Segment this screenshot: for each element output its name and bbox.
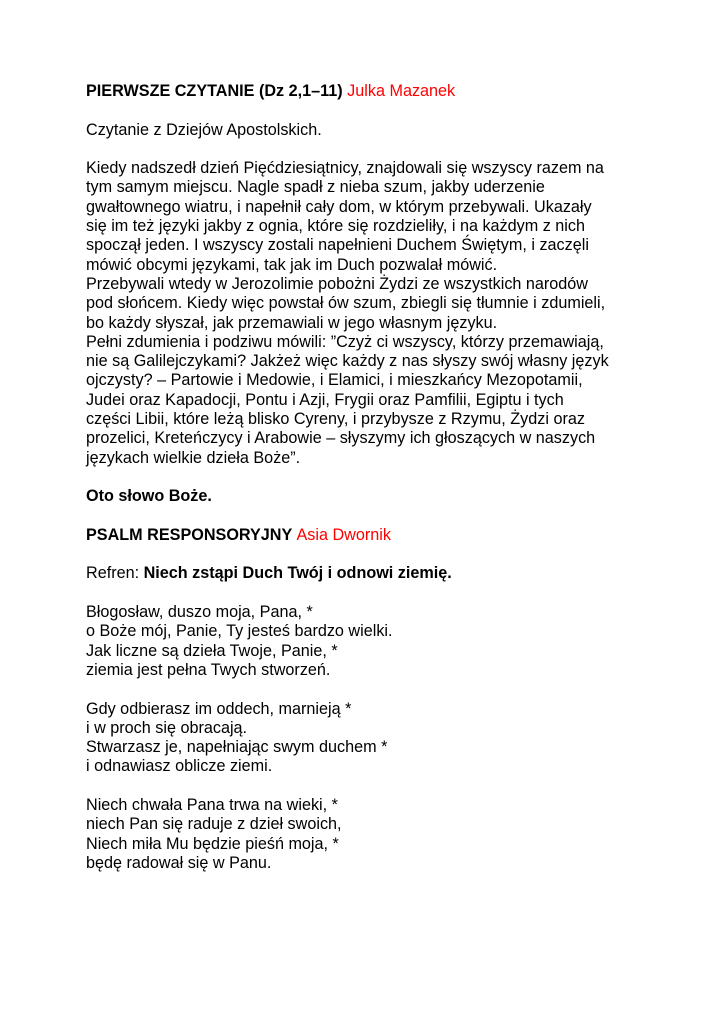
psalm-verse: ziemia jest pełna Twych stworzeń.	[86, 660, 331, 679]
psalm-heading-line	[86, 526, 686, 545]
psalm-verse: o Boże mój, Panie, Ty jesteś bardzo wielki.	[86, 622, 393, 641]
reading-body	[86, 159, 686, 468]
psalm-verse: i w proch się obracają.	[86, 718, 248, 737]
reading-body-line: Judei oraz Kapadocji, Pontu i Azji, Frygii oraz Pamfilii, Egiptu i tych	[86, 390, 564, 409]
reading-body-line: tym samym miejscu. Nagle spadł z nieba szum, jakby uderzenie	[86, 178, 545, 197]
refrain-line	[86, 564, 686, 583]
psalm-stanza	[86, 796, 686, 873]
reading-body-line: gwałtownego wiatru, i napełnił cały dom, w którym przebywali. Ukazały	[86, 197, 592, 216]
reading-closing: Oto słowo Boże.	[86, 487, 212, 506]
reading-body-line: Pełni zdumienia i podziwu mówili: ”Czyż ci wszyscy, którzy przemawiają,	[86, 332, 604, 351]
psalm-verse: Niech chwała Pana trwa na wieki, *	[86, 795, 338, 814]
psalm-verse: Jak liczne są dzieła Twoje, Panie, *	[86, 641, 338, 660]
reading-body-line: się im też języki jakby z ognia, które się rozdzieliły, i na każdym z nich	[86, 217, 585, 236]
reading-reader-name: Julka Mazanek	[347, 82, 456, 100]
reading-body-line: nie są Galilejczykami? Jakżeż więc każdy z nas słyszy swój własny język	[86, 352, 609, 371]
reading-heading: PIERWSZE CZYTANIE (Dz 2,1–11)	[86, 82, 343, 100]
psalm-verse: Stwarzasz je, napełniając swym duchem *	[86, 738, 388, 757]
document-page	[86, 82, 686, 873]
psalm-verse: Błogosław, duszo moja, Pana, *	[86, 603, 313, 622]
spacer	[86, 507, 686, 526]
psalm-verse: niech Pan się raduje z dzieł swoich,	[86, 815, 342, 834]
refrain-label: Refren:	[86, 564, 140, 583]
reading-intro: Czytanie z Dziejów Apostolskich.	[86, 120, 322, 139]
reading-heading-line	[86, 82, 686, 101]
psalm-stanza	[86, 700, 686, 777]
psalm-verse: Niech miła Mu będzie pieśń moja, *	[86, 834, 339, 853]
reading-body-line: prozelici, Kreteńczycy i Arabowie – słyszymy ich głoszących w naszych	[86, 429, 596, 448]
reading-body-line: Przebywali wtedy w Jerozolimie pobożni Żydzi ze wszystkich narodów	[86, 274, 589, 293]
spacer	[86, 468, 686, 487]
spacer	[86, 101, 686, 120]
psalm-stanza	[86, 603, 686, 680]
spacer	[86, 777, 686, 796]
reading-body-line: bo każdy słyszał, jak przemawiali w jego własnym języku.	[86, 313, 498, 332]
psalm-reader-name: Asia Dwornik	[296, 525, 391, 544]
reading-body-line: części Libii, które leżą blisko Cyreny, i przybysze z Rzymu, Żydzi oraz	[86, 410, 585, 429]
psalm-verse: Gdy odbierasz im oddech, marnieją *	[86, 699, 352, 718]
spacer	[86, 584, 686, 603]
reading-body-line: Kiedy nadszedł dzień Pięćdziesiątnicy, znajdowali się wszyscy razem na	[86, 159, 604, 178]
reading-body-line: językach wielkie dzieła Boże”.	[86, 448, 301, 467]
reading-body-line: mówić obcymi językami, tak jak im Duch pozwalał mówić.	[86, 255, 498, 274]
psalm-heading: PSALM RESPONSORYJNY	[86, 525, 292, 544]
reading-body-line: spoczął jeden. I wszyscy zostali napełnieni Duchem Świętym, i zaczęli	[86, 236, 589, 255]
refrain-text: Niech zstąpi Duch Twój i odnowi ziemię.	[143, 564, 452, 583]
psalm-verse: będę radował się w Panu.	[86, 853, 272, 872]
psalm-verse: i odnawiasz oblicze ziemi.	[86, 757, 273, 776]
reading-body-line: ojczysty? – Partowie i Medowie, i Elamici, i mieszkańcy Mezopotamii,	[86, 371, 583, 390]
spacer	[86, 545, 686, 564]
spacer	[86, 140, 686, 159]
spacer	[86, 680, 686, 699]
reading-body-line: pod słońcem. Kiedy więc powstał ów szum, zbiegli się tłumnie i zdumieli,	[86, 294, 606, 313]
